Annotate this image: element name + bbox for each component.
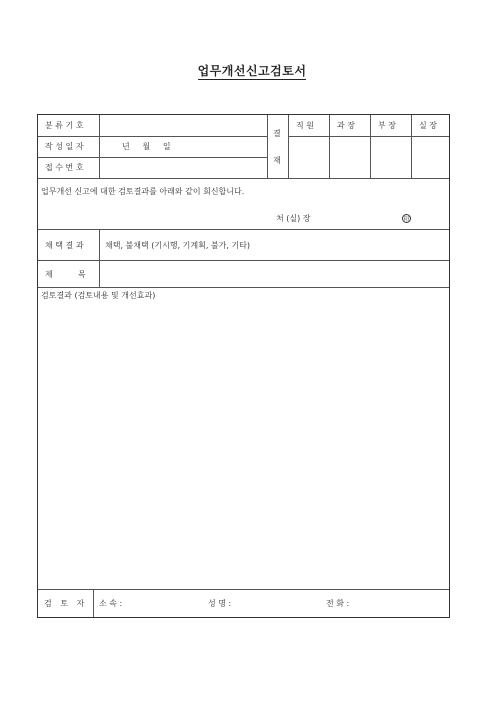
label-column-divider-bottom — [93, 589, 94, 617]
row-divider-2 — [38, 157, 267, 158]
phone-label: 전 화 : — [326, 599, 350, 608]
name-label: 성 명 : — [208, 599, 232, 608]
approver-divider-3 — [411, 115, 412, 178]
category-code-label: 분 류 기 호 — [45, 121, 84, 130]
row-divider-3 — [38, 178, 449, 179]
subject-label-first: 제 — [45, 270, 53, 279]
approver-department-head: 부 장 — [378, 121, 396, 130]
reviewer-label: 검 토 자 — [44, 599, 88, 608]
notice-signer: 처 (실) 장 — [276, 214, 311, 223]
date-label: 작 성 일 자 — [45, 142, 84, 151]
label-column-divider-top — [99, 115, 100, 178]
row-divider-1 — [38, 136, 267, 137]
row-divider-7 — [38, 589, 449, 590]
date-value: 년 월 일 — [122, 142, 171, 151]
notice-text: 업무개선 신고에 대한 검토결과를 아래와 같이 회신합니다. — [41, 187, 245, 196]
notice-seal — [402, 214, 411, 224]
approval-header-divider — [288, 136, 449, 137]
approval-block-left — [267, 115, 268, 178]
adoption-value: 채택, 불채택 (기시행, 기계획, 불가, 기타) — [105, 241, 251, 250]
label-column-divider-mid — [99, 229, 100, 287]
row-divider-6 — [38, 287, 449, 288]
document-title-text: 업무개선신고검토서 — [197, 64, 307, 78]
seal-icon: 印 — [403, 216, 410, 223]
approver-office-director: 실 장 — [419, 121, 437, 130]
form-table — [37, 114, 450, 618]
approval-label-divider — [288, 115, 289, 178]
adoption-label: 채 택 결 과 — [45, 241, 84, 250]
affiliation-label: 소 속 : — [99, 599, 123, 608]
approver-section-chief: 과 장 — [337, 121, 355, 130]
review-label: 검토결과 (검토내용 및 개선효과) — [41, 291, 156, 300]
approver-divider-1 — [329, 115, 330, 178]
approver-staff: 직 원 — [296, 121, 314, 130]
receipt-number-label: 접 수 번 호 — [45, 163, 84, 172]
approver-divider-2 — [370, 115, 371, 178]
document-title — [0, 62, 504, 79]
approval-label-bottom: 재 — [273, 156, 281, 165]
subject-label-second: 목 — [78, 270, 86, 279]
approval-label-top: 결 — [273, 129, 281, 138]
